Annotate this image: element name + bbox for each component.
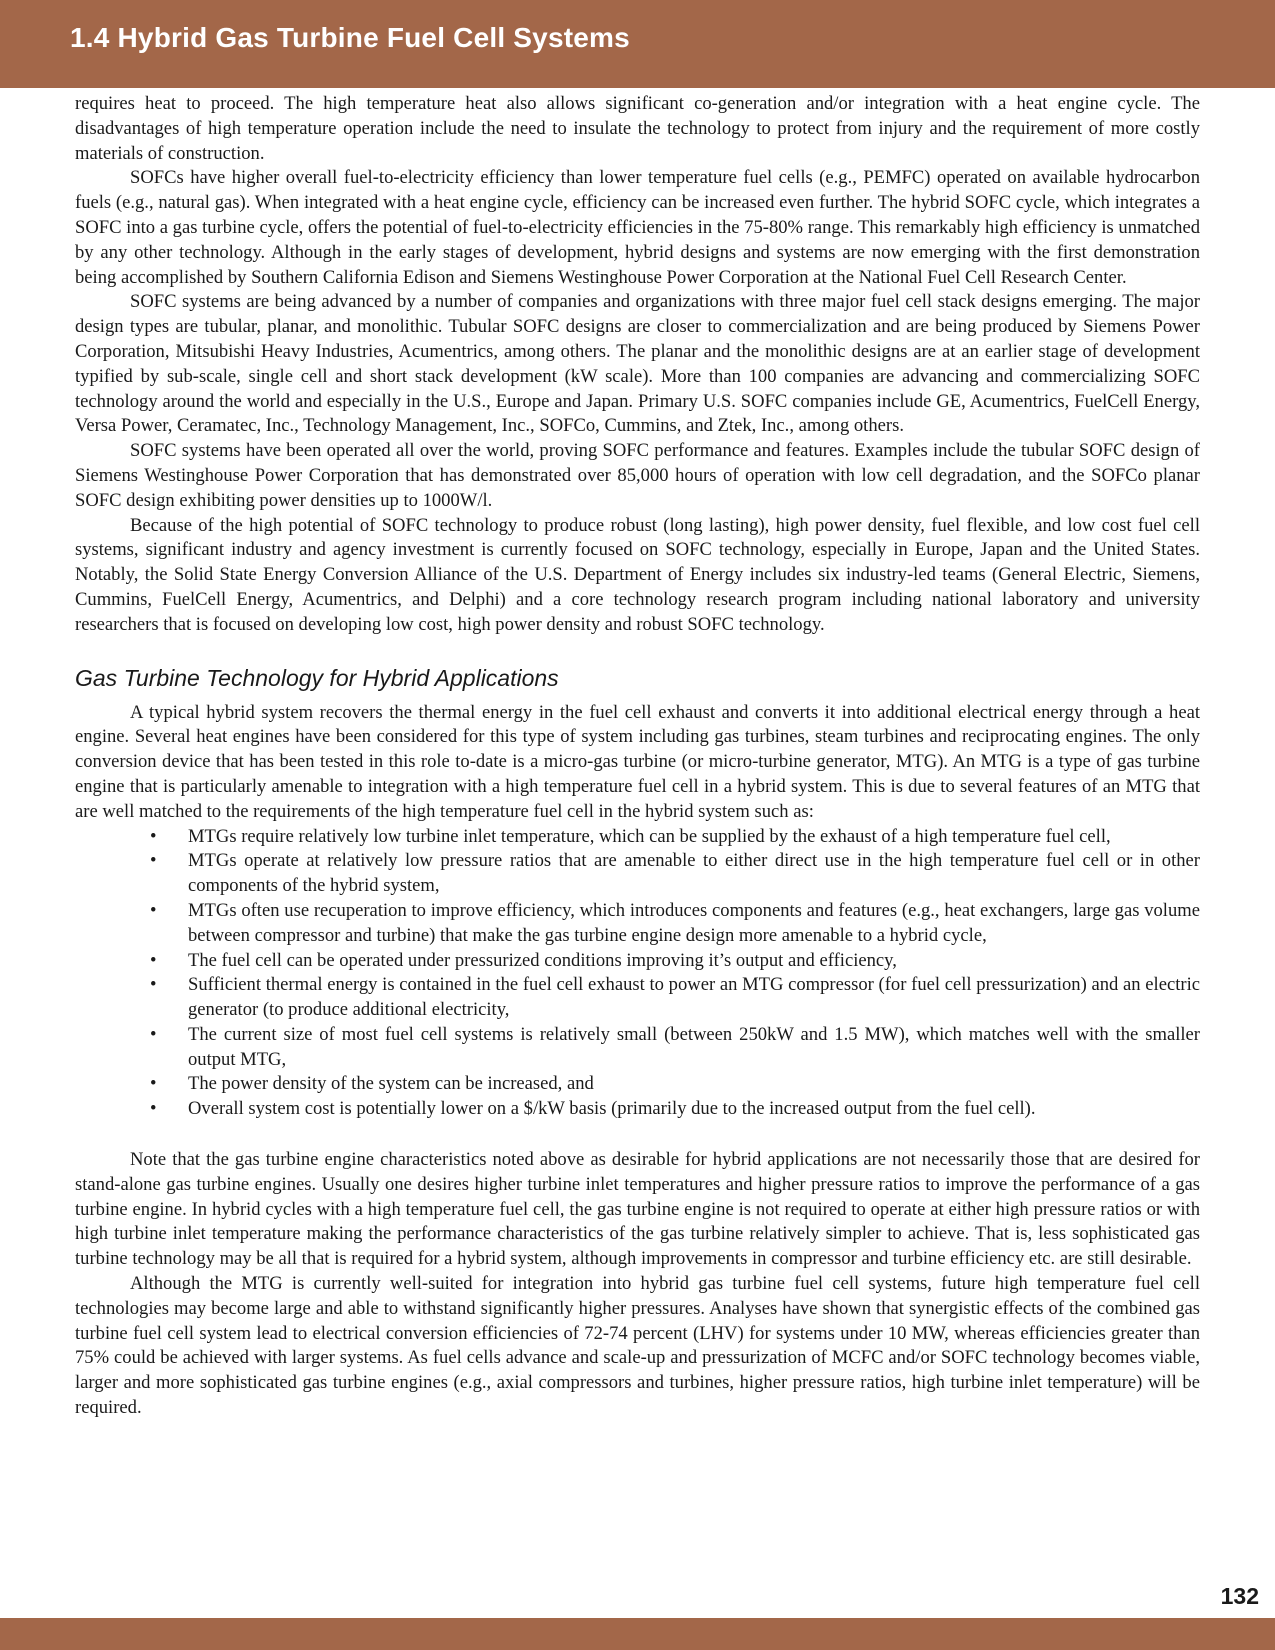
list-item: • MTGs require relatively low turbine inlet temperature, which can be supplied by the exhaust of a high temperature fuel cell, (75, 825, 1200, 850)
paragraph: Although the MTG is currently well-suited for integration into hybrid gas turbine fuel cell systems, future high temperature fuel cell technologies may become large and able to withstand significantly higher pressures. Analyses have shown that synergistic effects of the combined gas turbine fuel cell system lead to electrical conversion efficiencies of 72-74 percent (LHV) for systems under 10 MW, whereas efficiencies greater than 75% could be achieved with larger systems. As fuel cells advance and scale-up and pressurization of MCFC and/or SOFC technology becomes viable, larger and more sophisticated gas turbine engines (e.g., axial compressors and turbines, higher pressure ratios, high turbine inlet temperature) will be required. (75, 1273, 1200, 1419)
list-item: • Overall system cost is potentially lower on a $/kW basis (primarily due to the increased output from the fuel cell). (75, 1097, 1200, 1122)
paragraph: SOFCs have higher overall fuel-to-electricity efficiency than lower temperature fuel cells (e.g., PEMFC) operated on available hydrocarbon fuels (e.g., natural gas). When integrated with a heat engine cycle, efficiency can be increased even further. The hybrid SOFC cycle, which integrates a SOFC into a gas turbine cycle, offers the potential of fuel-to-electricity efficiencies in the 75-80% range. This remarkably high efficiency is unmatched by any other technology. Although in the early stages of development, hybrid designs and systems are now emerging with the first demonstration being accomplished by Southern California Edison and Siemens Westinghouse Power Corporation at the National Fuel Cell Research Center. (75, 167, 1200, 288)
header-bar (0, 0, 1275, 88)
paragraph: A typical hybrid system recovers the thermal energy in the fuel cell exhaust and converts it into additional electrical energy through a heat engine. Several heat engines have been considered for this type of system including gas turbines, steam turbines and reciprocating engines. The only conversion device that has been tested in this role to-date is a micro-gas turbine (or micro-turbine generator, MTG). An MTG is a type of gas turbine engine that is particularly amenable to integration with a high temperature fuel cell in a hybrid system. This is due to several features of an MTG that are well matched to the requirements of the high temperature fuel cell in the hybrid system such as: (75, 701, 1200, 822)
page-content (75, 92, 1200, 1421)
spacer (75, 1122, 1200, 1148)
list-item: • The power density of the system can be increased, and (75, 1072, 1200, 1097)
page-number: 132 (1220, 1583, 1259, 1609)
list-item: • Sufficient thermal energy is contained in the fuel cell exhaust to power an MTG compressor (for fuel cell pressurization) and an electric generator (to produce additional electricity, (75, 973, 1200, 1023)
paragraph: SOFC systems have been operated all over the world, proving SOFC performance and features. Examples include the tubular SOFC design of Siemens Westinghouse Power Corporation that has demonstrated over 85,000 hours of operation with low cell degradation, and the SOFCo planar SOFC design exhibiting power densities up to 1000W/l. (75, 440, 1200, 511)
paragraph: Because of the high potential of SOFC technology to produce robust (long lasting), high power density, fuel flexible, and low cost fuel cell systems, significant industry and agency investment is currently focused on SOFC technology, especially in Europe, Japan and the United States. Notably, the Solid State Energy Conversion Alliance of the U.S. Department of Energy includes six industry-led teams (General Electric, Siemens, Cummins, FuelCell Energy, Acumentrics, and Delphi) and a core technology research program including national laboratory and university researchers that is focused on developing low cost, high power density and robust SOFC technology. (75, 514, 1200, 635)
list-item: • MTGs operate at relatively low pressure ratios that are amenable to either direct use in the high temperature fuel cell or in other components of the hybrid system, (75, 849, 1200, 899)
paragraph: requires heat to proceed. The high temperature heat also allows significant co-generation and/or integration with a heat engine cycle. The disadvantages of high temperature operation include the need to insulate the technology to protect from injury and the requirement of more costly materials of construction. (75, 93, 1200, 164)
paragraph: SOFC systems are being advanced by a number of companies and organizations with three major fuel cell stack designs emerging. The major design types are tubular, planar, and monolithic. Tubular SOFC designs are closer to commercialization and are being produced by Siemens Power Corporation, Mitsubishi Heavy Industries, Acumentrics, among others. The planar and the monolithic designs are at an earlier stage of development typified by sub-scale, single cell and short stack development (kW scale). More than 100 companies are advancing and commercializing SOFC technology around the world and especially in the U.S., Europe and Japan. Primary U.S. SOFC companies include GE, Acumentrics, FuelCell Energy, Versa Power, Ceramatec, Inc., Technology Management, Inc., SOFCo, Cummins, and Ztek, Inc., among others. (75, 291, 1200, 437)
footer-bar (0, 1618, 1275, 1650)
bullet-list (75, 825, 1200, 1123)
paragraph: Note that the gas turbine engine characteristics noted above as desirable for hybrid applications are not necessarily those that are desired for stand-alone gas turbine engines. Usually one desires higher turbine inlet temperatures and higher pressure ratios to improve the performance of a gas turbine engine. In hybrid cycles with a high temperature fuel cell, the gas turbine engine is not required to operate at either high pressure ratios or with high turbine inlet temperature making the performance characteristics of the gas turbine relatively simpler to achieve. That is, less sophisticated gas turbine technology may be all that is required for a hybrid system, although improvements in compressor and turbine efficiency etc. are still desirable. (75, 1149, 1200, 1270)
list-item: • The current size of most fuel cell systems is relatively small (between 250kW and 1.5 MW), which matches well with the smaller output MTG, (75, 1023, 1200, 1073)
list-item: • MTGs often use recuperation to improve efficiency, which introduces components and features (e.g., heat exchangers, large gas volume between compressor and turbine) that make the gas turbine engine design more amenable to a hybrid cycle, (75, 899, 1200, 949)
page-title: 1.4 Hybrid Gas Turbine Fuel Cell Systems (70, 22, 630, 53)
section-heading: Gas Turbine Technology for Hybrid Applications (75, 664, 559, 691)
list-item: • The fuel cell can be operated under pressurized conditions improving it’s output and efficiency, (75, 949, 1200, 974)
